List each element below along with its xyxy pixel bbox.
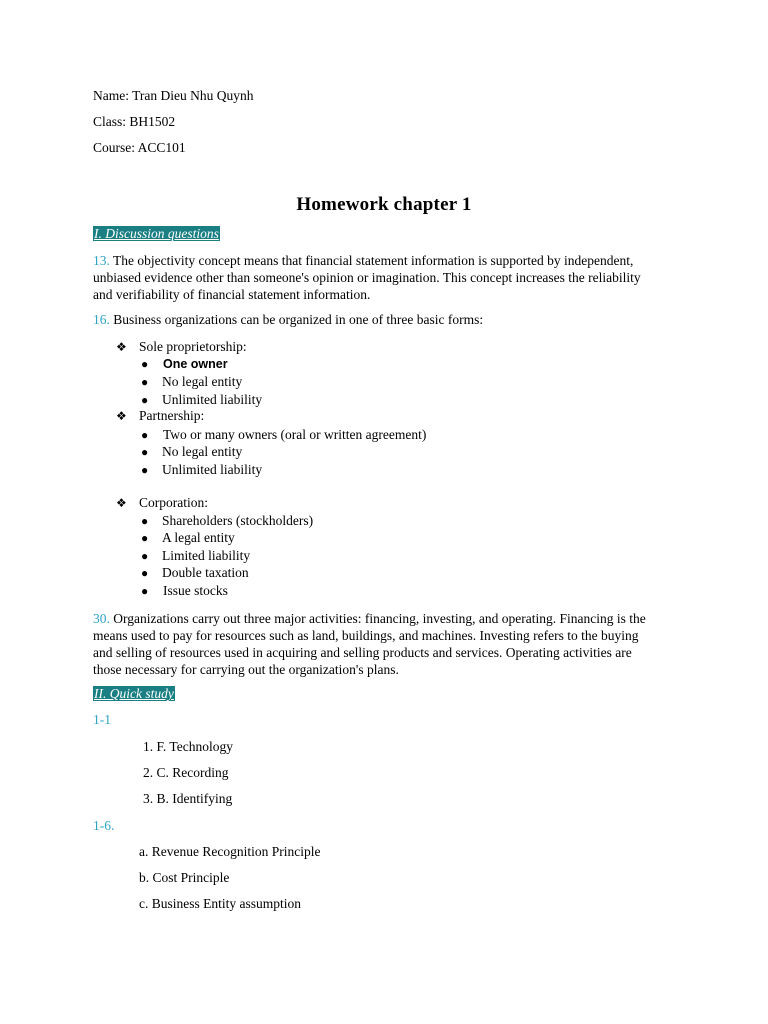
section-heading-quick-study <box>93 686 175 702</box>
diamond-bullet-icon: ❖ <box>116 409 127 423</box>
list-item: Issue stocks <box>163 583 228 598</box>
group-label: Partnership: <box>139 408 205 423</box>
quick-study-number: 1-6. <box>93 818 115 833</box>
bullet-icon: ● <box>141 357 149 371</box>
student-name: Name: Tran Dieu Nhu Quynh <box>93 88 254 103</box>
question-text-line: and selling of resources used in acquiring and selling products and services. Operating activities are <box>93 645 632 660</box>
list-item: No legal entity <box>162 444 243 459</box>
bullet-icon: ● <box>141 375 149 389</box>
list-item: Shareholders (stockholders) <box>162 513 314 528</box>
list-item: Two or many owners (oral or written agreement) <box>163 427 427 442</box>
question-text: Business organizations can be organized in one of three basic forms: <box>109 312 484 327</box>
section-heading-text: II. Quick study <box>94 686 174 701</box>
bullet-icon: ● <box>141 428 149 442</box>
question-number: 30. <box>93 611 110 626</box>
list-item: Unlimited liability <box>162 462 263 477</box>
bullet-icon: ● <box>141 463 149 477</box>
page-title: Homework chapter 1 <box>296 194 472 215</box>
question-text-line: unbiased evidence other than someone's opinion or imagination. This concept increases the reliability <box>93 270 641 285</box>
group-label: Corporation: <box>139 495 208 510</box>
answer-item: 1. F. Technology <box>143 739 233 754</box>
section-heading-text: I. Discussion questions <box>94 226 219 241</box>
bullet-icon: ● <box>141 549 149 563</box>
answer-item: 3. B. Identifying <box>143 791 233 806</box>
answer-item: b. Cost Principle <box>139 870 230 885</box>
list-item: A legal entity <box>162 530 235 545</box>
question-text-line: The objectivity concept means that financial statement information is supported by independent, <box>109 253 634 268</box>
question-text-line: Organizations carry out three major activities: financing, investing, and operating. Financing is the <box>109 611 646 626</box>
section-heading-discussion <box>93 226 220 242</box>
question-16-intro <box>93 312 483 328</box>
bullet-icon: ● <box>141 584 149 598</box>
list-item: Double taxation <box>162 565 249 580</box>
question-text-line: those necessary for carrying out the organization's plans. <box>93 662 399 677</box>
student-course: Course: ACC101 <box>93 140 186 155</box>
question-text-line: means used to pay for resources such as land, buildings, and machines. Investing refers to the buying <box>93 628 639 643</box>
bullet-icon: ● <box>141 445 149 459</box>
student-class: Class: BH1502 <box>93 114 176 129</box>
diamond-bullet-icon: ❖ <box>116 496 127 510</box>
diamond-bullet-icon: ❖ <box>116 340 127 354</box>
group-label: Sole proprietorship: <box>139 339 247 354</box>
question-30 <box>93 610 683 678</box>
question-number: 13. <box>93 253 110 268</box>
bullet-icon: ● <box>141 566 149 580</box>
list-item: Limited liability <box>162 548 251 563</box>
list-item: One owner <box>163 357 228 371</box>
quick-study-number: 1-1 <box>93 712 111 727</box>
question-text-line: and verifiability of financial statement information. <box>93 287 371 302</box>
bullet-icon: ● <box>141 531 149 545</box>
bullet-icon: ● <box>141 514 149 528</box>
list-item: No legal entity <box>162 374 243 389</box>
question-number: 16. <box>93 312 110 327</box>
answer-item: c. Business Entity assumption <box>139 896 301 911</box>
bullet-icon: ● <box>141 393 149 407</box>
answer-item: 2. C. Recording <box>143 765 229 780</box>
list-item: Unlimited liability <box>162 392 263 407</box>
answer-item: a. Revenue Recognition Principle <box>139 844 321 859</box>
question-13 <box>93 252 683 303</box>
